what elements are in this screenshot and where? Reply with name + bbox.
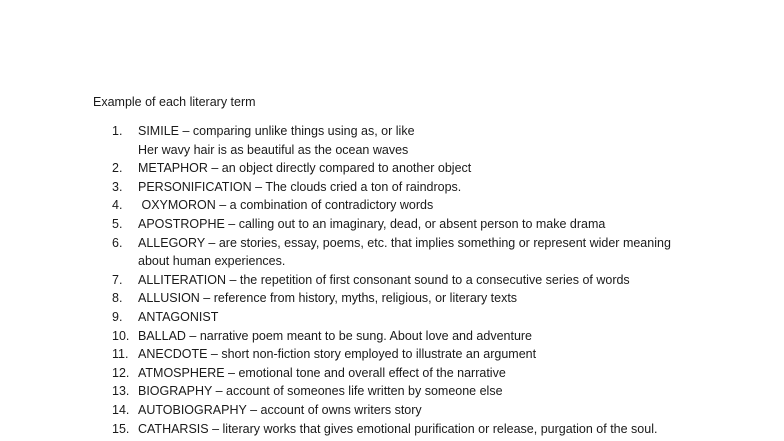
list-item-number: 3. bbox=[112, 179, 123, 194]
list-item-text: APOSTROPHE – calling out to an imaginary, dead, or absent person to make drama bbox=[138, 216, 606, 231]
list-item bbox=[0, 178, 784, 197]
list-item bbox=[0, 215, 784, 234]
list-item-number: 11. bbox=[112, 347, 129, 362]
list-item bbox=[0, 196, 784, 215]
list-item-text: OXYMORON – a combination of contradictory words bbox=[138, 198, 434, 213]
list-item-text: ALLITERATION – the repetition of first consonant sound to a consecutive series of words bbox=[138, 272, 630, 287]
list-item-example: Her wavy hair is as beautiful as the ocean waves bbox=[138, 142, 409, 157]
list-item-text: AUTOBIOGRAPHY – account of owns writers story bbox=[138, 402, 422, 417]
list-item bbox=[0, 345, 784, 364]
list-item-text: CATHARSIS – literary works that gives emotional purification or release, purgation of the soul. bbox=[138, 421, 658, 436]
list-item-number: 15. bbox=[112, 421, 130, 436]
list-item bbox=[0, 327, 784, 346]
list-item bbox=[0, 271, 784, 290]
list-item bbox=[0, 289, 784, 308]
list-item-text: ALLEGORY – are stories, essay, poems, etc. that implies something or represent wider meaning bbox=[138, 235, 671, 250]
document-heading: Example of each literary term bbox=[93, 95, 256, 109]
list-item bbox=[0, 159, 784, 178]
list-item-text: ALLUSION – reference from history, myths, religious, or literary texts bbox=[138, 291, 518, 306]
list-item bbox=[0, 382, 784, 401]
list-item-text: SIMILE – comparing unlike things using as, or like bbox=[138, 124, 415, 138]
list-item-text-continued: about human experiences. bbox=[138, 254, 286, 269]
list-item bbox=[0, 122, 784, 159]
literary-terms-list bbox=[0, 122, 784, 438]
list-item-text: PERSONIFICATION – The clouds cried a ton of raindrops. bbox=[138, 179, 462, 194]
list-item-text: ATMOSPHERE – emotional tone and overall effect of the narrative bbox=[138, 365, 506, 380]
list-item-number: 14. bbox=[112, 402, 130, 417]
list-item-number: 2. bbox=[112, 161, 123, 176]
list-item-number: 4. bbox=[112, 198, 123, 213]
list-item-number: 13. bbox=[112, 384, 130, 399]
list-item-number: 8. bbox=[112, 291, 123, 306]
list-item-text: BALLAD – narrative poem meant to be sung. About love and adventure bbox=[138, 328, 533, 343]
list-item-text: ANECDOTE – short non-fiction story employed to illustrate an argument bbox=[138, 347, 537, 362]
list-item-number: 9. bbox=[112, 309, 123, 324]
list-item bbox=[0, 234, 784, 271]
list-item-text: ANTAGONIST bbox=[138, 309, 219, 324]
list-item-number: 12. bbox=[112, 365, 130, 380]
list-item-number: 6. bbox=[112, 235, 123, 250]
list-item bbox=[0, 401, 784, 420]
list-item-text: METAPHOR – an object directly compared to another object bbox=[138, 161, 472, 176]
list-item-number: 10. bbox=[112, 328, 130, 343]
list-item bbox=[0, 420, 784, 439]
list-item-number: 1. bbox=[112, 124, 123, 138]
list-item-number: 7. bbox=[112, 272, 123, 287]
list-item-number: 5. bbox=[112, 216, 123, 231]
list-item-text: BIOGRAPHY – account of someones life written by someone else bbox=[138, 384, 503, 399]
list-item bbox=[0, 364, 784, 383]
list-item bbox=[0, 308, 784, 327]
